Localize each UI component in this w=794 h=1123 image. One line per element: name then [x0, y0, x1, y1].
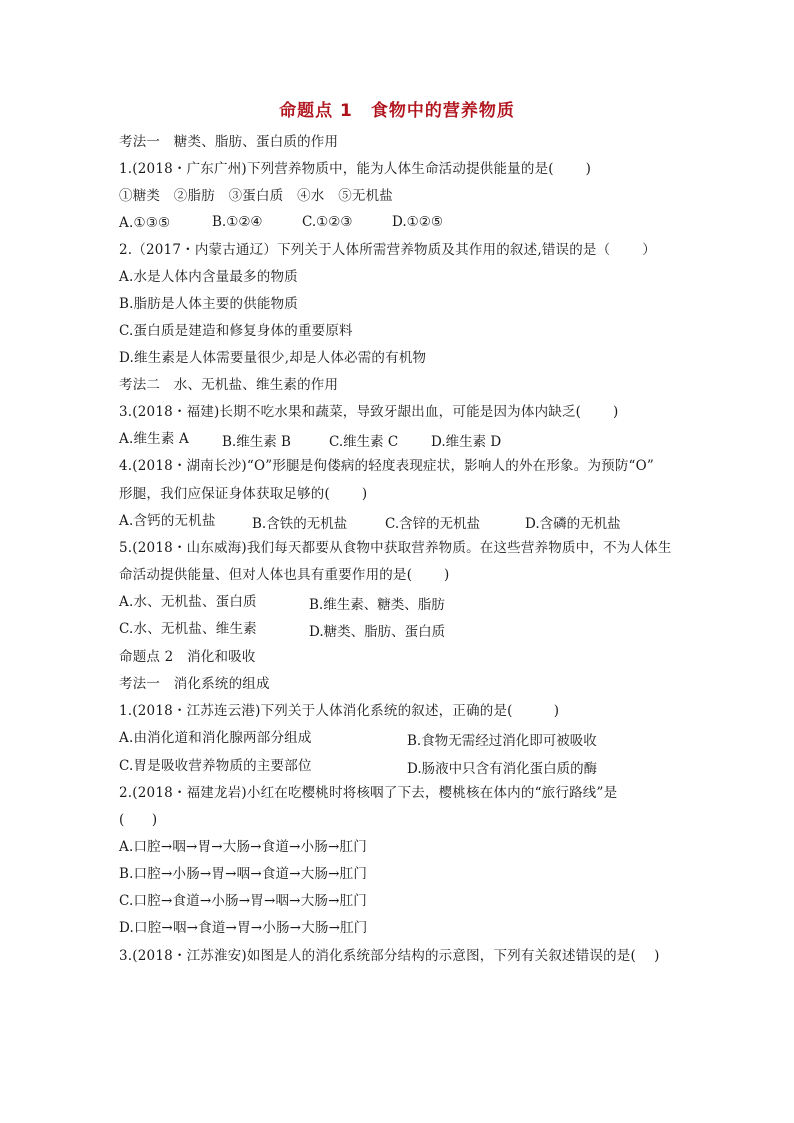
question-stem: 4.(2018・湖南长沙)“O”形腿是佝偻病的轻度表现症状，影响人的外在形象。为预防“O”	[119, 458, 655, 474]
option-b: B.含铁的无机盐	[252, 516, 348, 532]
option-a: A.水是人体内含量最多的物质	[119, 269, 298, 285]
option-d: D.口腔→咽→食道→胃→小肠→大肠→肛门	[119, 920, 368, 936]
section-title: 命题点 2 消化和吸收	[119, 649, 256, 665]
option-c: C.含锌的无机盐	[385, 516, 481, 532]
option-b: B.维生素 B	[222, 434, 291, 450]
option-a: A.水、无机盐、蛋白质	[119, 594, 257, 610]
option-c: C.蛋白质是建造和修复身体的重要原料	[119, 323, 353, 339]
option-c: C.①②③	[302, 214, 353, 230]
question-stem: 5.(2018・山东威海)我们每天都要从食物中获取营养物质。在这些营养物质中，不为人体生	[119, 540, 672, 556]
option-a: A.含钙的无机盐	[119, 513, 216, 529]
option-c: C.水、无机盐、维生素	[119, 621, 257, 637]
question-items: ①糖类 ②脂肪 ③蛋白质 ④水 ⑤无机盐	[119, 188, 393, 204]
question-stem: 3.(2018・福建)长期不吃水果和蔬菜，导致牙龈出血，可能是因为体内缺乏( )	[119, 404, 619, 420]
question-stem: 1.(2018・江苏连云港)下列关于人体消化系统的叙述，正确的是( )	[119, 703, 560, 719]
option-d: D.肠液中只含有消化蛋白质的酶	[407, 761, 598, 777]
option-c: C.口腔→食道→小肠→胃→咽→大肠→肛门	[119, 893, 368, 909]
question-stem: 3.(2018・江苏淮安)如图是人的消化系统部分结构的示意图，下列有关叙述错误的是( )	[119, 948, 660, 964]
option-d: D.含磷的无机盐	[525, 516, 621, 532]
question-stem: 2.(2018・福建龙岩)小红在吃樱桃时将核咽了下去，樱桃核在体内的“旅行路线”是	[119, 785, 618, 801]
question-stem: 2.（2017・内蒙古通辽）下列关于人体所需营养物质及其作用的叙述,错误的是（ ）	[119, 242, 656, 258]
question-stem-cont: 形腿，我们应保证身体获取足够的( )	[119, 486, 368, 502]
question-stem: 1.(2018・广东广州)下列营养物质中，能为人体生命活动提供能量的是( )	[119, 161, 592, 177]
question-stem-cont: 命活动提供能量、但对人体也具有重要作用的是( )	[119, 567, 450, 583]
option-c: C.维生素 C	[329, 434, 399, 450]
option-d: D.维生素 D	[431, 434, 502, 450]
question-stem-cont: ( )	[119, 812, 158, 828]
page-title: 命题点 1 食物中的营养物质	[279, 101, 515, 121]
option-b: B.①②④	[212, 214, 263, 230]
option-d: D.维生素是人体需要量很少,却是人体必需的有机物	[119, 350, 427, 366]
option-c: C.胃是吸收营养物质的主要部位	[119, 758, 312, 774]
section-heading: 考法一 糖类、脂肪、蛋白质的作用	[119, 134, 339, 150]
option-b: B.食物无需经过消化即可被吸收	[407, 733, 597, 749]
option-b: B.口腔→小肠→胃→咽→食道→大肠→肛门	[119, 866, 368, 882]
option-a: A.由消化道和消化腺两部分组成	[119, 730, 312, 746]
option-a: A.维生素 A	[119, 431, 189, 447]
option-b: B.脂肪是人体主要的供能物质	[119, 296, 299, 312]
option-d: D.糖类、脂肪、蛋白质	[309, 624, 446, 640]
section-heading: 考法二 水、无机盐、维生素的作用	[119, 377, 339, 393]
section-heading: 考法一 消化系统的组成	[119, 676, 270, 692]
option-a: A.口腔→咽→胃→大肠→食道→小肠→肛门	[119, 839, 367, 855]
option-d: D.①②⑤	[392, 214, 443, 230]
option-a: A.①③⑤	[119, 215, 171, 231]
option-b: B.维生素、糖类、脂肪	[309, 597, 445, 613]
